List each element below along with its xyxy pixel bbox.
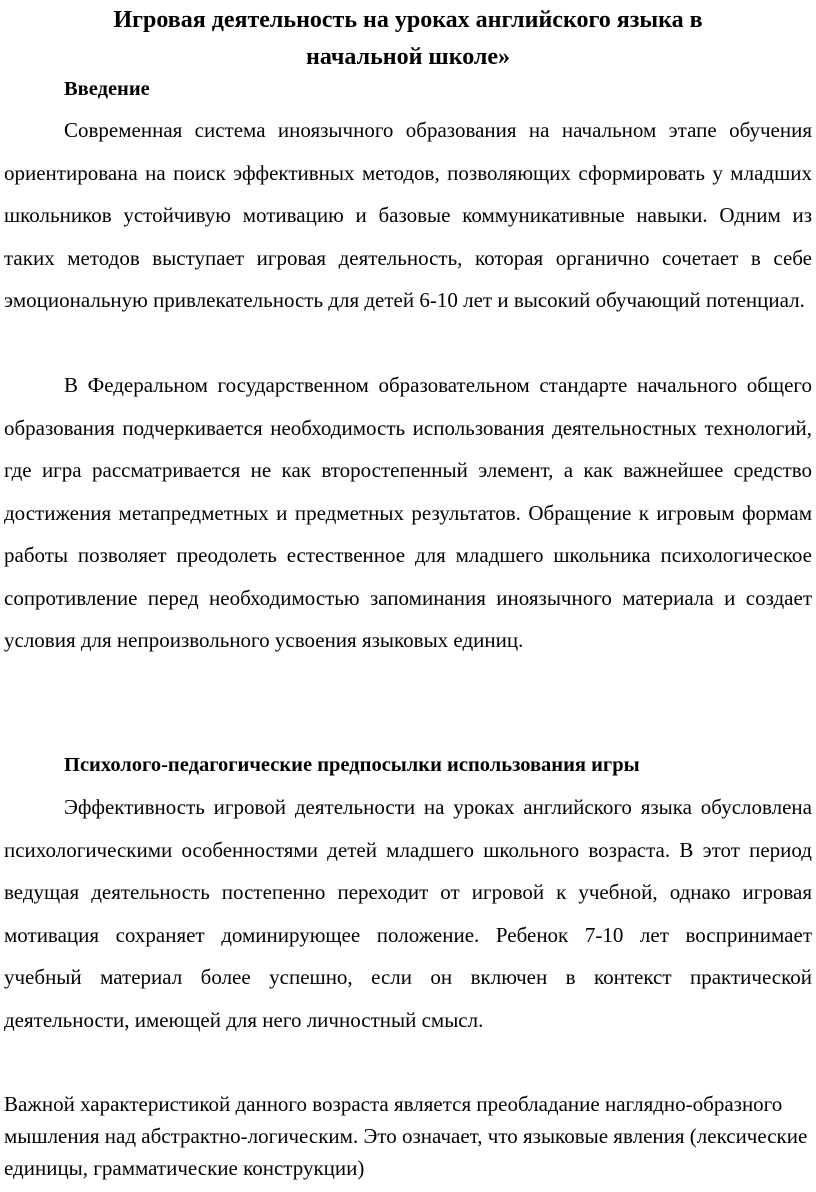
document-title-line-2: начальной школе» bbox=[306, 44, 510, 70]
paragraph-intro-2: В Федеральном государственном образовательном стандарте начального общего образования подчеркивается необходимость использования деятельностных технологий, где игра рассматривается не как второстепенный элемент, а как важнейшее средство достижения метапредметных и предметных результатов. Обращение к игровым формам работы позволяет преодолеть естественное для младшего школьника психологическое сопротивление перед необходимостью запоминания иноязычного материала и создает условия для непроизвольного усвоения языковых единиц. bbox=[4, 373, 812, 652]
document-title-line-1: Игровая деятельность на уроках английского языка в bbox=[113, 7, 703, 33]
section-heading-psych: Психолого-педагогические предпосылки использования игры bbox=[64, 754, 640, 776]
paragraph-psych-1: Эффективность игровой деятельности на уроках английского языка обусловлена психологическими особенностями детей младшего школьного возраста. В этот период ведущая деятельность постепенно переходит от игровой к учебной, однако игровая мотивация сохраняет доминирующее положение. Ребенок 7-10 лет воспринимает учебный материал более успешно, если он включен в контекст практической деятельности, имеющей для него личностный смысл. bbox=[4, 795, 812, 1032]
paragraph-psych-2: Важной характеристикой данного возраста является преобладание наглядно-образного мышления над абстрактно-логическим. Это означает, что языковые явления (лексические единицы, грамматические конструкции) bbox=[4, 1092, 808, 1180]
section-heading-intro: Введение bbox=[64, 78, 150, 100]
paragraph-intro-1: Современная система иноязычного образования на начальном этапе обучения ориентирована на поиск эффективных методов, позволяющих сформировать у младших школьников устойчивую мотивацию и базовые коммуникативные навыки. Одним из таких методов выступает игровая деятельность, которая органично сочетает в себе эмоциональную привлекательность для детей 6-10 лет и высокий обучающий потенциал. bbox=[4, 118, 812, 312]
